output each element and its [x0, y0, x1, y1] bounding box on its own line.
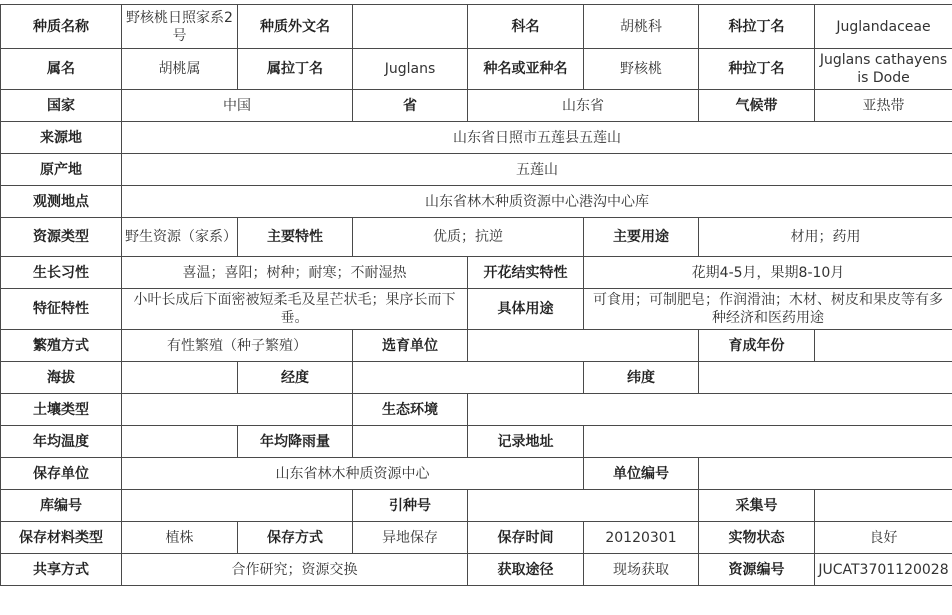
- genus-latin-label: 属拉丁名: [238, 49, 353, 90]
- unit-number-value: [699, 458, 952, 490]
- species-latin-label: 种拉丁名: [699, 49, 815, 90]
- table-row: [1, 186, 952, 218]
- observation-site-value: 山东省林木种质资源中心港沟中心库: [122, 186, 952, 218]
- storage-method-value: 异地保存: [353, 522, 468, 554]
- soil-type-value: [122, 394, 353, 426]
- repository-number-value: [122, 490, 353, 522]
- collection-number-label: 采集号: [699, 490, 815, 522]
- origin-place-label: 原产地: [1, 154, 122, 186]
- province-label: 省: [353, 90, 468, 122]
- features-value: 小叶长成后下面密被短柔毛及星芒状毛；果序长而下垂。: [122, 289, 468, 330]
- physical-state-label: 实物状态: [699, 522, 815, 554]
- resource-type-label: 资源类型: [1, 218, 122, 257]
- specific-use-label: 具体用途: [468, 289, 584, 330]
- record-address-label: 记录地址: [468, 426, 584, 458]
- breeding-year-label: 育成年份: [699, 330, 815, 362]
- main-use-value: 材用；药用: [699, 218, 952, 257]
- resource-number-value: JUCAT3701120028: [815, 554, 952, 586]
- altitude-label: 海拔: [1, 362, 122, 394]
- longitude-value: [353, 362, 584, 394]
- propagation-value: 有性繁殖（种子繁殖）: [122, 330, 353, 362]
- material-type-label: 保存材料类型: [1, 522, 122, 554]
- table-row: [1, 49, 952, 90]
- family-latin-label: 科拉丁名: [699, 5, 815, 49]
- genus-value: 胡桃属: [122, 49, 238, 90]
- climate-zone-value: 亚热带: [815, 90, 952, 122]
- family-label: 科名: [468, 5, 584, 49]
- table-row: [1, 90, 952, 122]
- table-row: [1, 5, 952, 49]
- genus-latin-value: Juglans: [353, 49, 468, 90]
- annual-temp-label: 年均温度: [1, 426, 122, 458]
- table-row: [1, 490, 952, 522]
- country-label: 国家: [1, 90, 122, 122]
- annual-temp-value: [122, 426, 238, 458]
- main-traits-value: 优质；抗逆: [353, 218, 584, 257]
- flowering-fruiting-label: 开花结实特性: [468, 257, 584, 289]
- collection-number-value: [815, 490, 952, 522]
- introduction-number-value: [468, 490, 699, 522]
- latitude-value: [699, 362, 952, 394]
- species-label: 种名或亚种名: [468, 49, 584, 90]
- features-label: 特征特性: [1, 289, 122, 330]
- climate-zone-label: 气候带: [699, 90, 815, 122]
- record-address-value: [584, 426, 952, 458]
- table-row: [1, 218, 952, 257]
- material-type-value: 植株: [122, 522, 238, 554]
- resource-number-label: 资源编号: [699, 554, 815, 586]
- genus-label: 属名: [1, 49, 122, 90]
- foreign-name-label: 种质外文名: [238, 5, 353, 49]
- longitude-label: 经度: [238, 362, 353, 394]
- source-place-label: 来源地: [1, 122, 122, 154]
- growth-habit-label: 生长习性: [1, 257, 122, 289]
- storage-time-label: 保存时间: [468, 522, 584, 554]
- table-row: [1, 426, 952, 458]
- sharing-method-label: 共享方式: [1, 554, 122, 586]
- germplasm-name-value: 野核桃日照家系2号: [122, 5, 238, 49]
- acquisition-value: 现场获取: [584, 554, 699, 586]
- breeding-year-value: [815, 330, 952, 362]
- ecological-env-value: [468, 394, 952, 426]
- germplasm-info-table: [0, 4, 952, 586]
- table-row: [1, 394, 952, 426]
- annual-rainfall-label: 年均降雨量: [238, 426, 353, 458]
- annual-rainfall-value: [353, 426, 468, 458]
- latitude-label: 纬度: [584, 362, 699, 394]
- table-row: [1, 362, 952, 394]
- family-latin-value: Juglandaceae: [815, 5, 952, 49]
- specific-use-value: 可食用；可制肥皂；作润滑油；木材、树皮和果皮等有多种经济和医药用途: [584, 289, 952, 330]
- breeding-unit-value: [468, 330, 699, 362]
- altitude-value: [122, 362, 238, 394]
- table-row: [1, 522, 952, 554]
- ecological-env-label: 生态环境: [353, 394, 468, 426]
- family-value: 胡桃科: [584, 5, 699, 49]
- physical-state-value: 良好: [815, 522, 952, 554]
- species-latin-value: Juglans cathayensis Dode: [815, 49, 952, 90]
- main-use-label: 主要用途: [584, 218, 699, 257]
- table-row: [1, 154, 952, 186]
- main-traits-label: 主要特性: [238, 218, 353, 257]
- table-row: [1, 289, 952, 330]
- species-value: 野核桃: [584, 49, 699, 90]
- flowering-fruiting-value: 花期4-5月，果期8-10月: [584, 257, 952, 289]
- province-value: 山东省: [468, 90, 699, 122]
- soil-type-label: 土壤类型: [1, 394, 122, 426]
- repository-number-label: 库编号: [1, 490, 122, 522]
- germplasm-name-label: 种质名称: [1, 5, 122, 49]
- table-row: [1, 458, 952, 490]
- storage-unit-value: 山东省林木种质资源中心: [122, 458, 584, 490]
- storage-unit-label: 保存单位: [1, 458, 122, 490]
- growth-habit-value: 喜温；喜阳；树种；耐寒；不耐湿热: [122, 257, 468, 289]
- unit-number-label: 单位编号: [584, 458, 699, 490]
- resource-type-value: 野生资源（家系）: [122, 218, 238, 257]
- storage-method-label: 保存方式: [238, 522, 353, 554]
- sharing-method-value: 合作研究；资源交换: [122, 554, 468, 586]
- acquisition-label: 获取途径: [468, 554, 584, 586]
- propagation-label: 繁殖方式: [1, 330, 122, 362]
- origin-place-value: 五莲山: [122, 154, 952, 186]
- storage-time-value: 20120301: [584, 522, 699, 554]
- table-row: [1, 330, 952, 362]
- observation-site-label: 观测地点: [1, 186, 122, 218]
- country-value: 中国: [122, 90, 353, 122]
- table-row: [1, 257, 952, 289]
- breeding-unit-label: 选育单位: [353, 330, 468, 362]
- source-place-value: 山东省日照市五莲县五莲山: [122, 122, 952, 154]
- table-row: [1, 122, 952, 154]
- introduction-number-label: 引种号: [353, 490, 468, 522]
- foreign-name-value: [353, 5, 468, 49]
- table-row: [1, 554, 952, 586]
